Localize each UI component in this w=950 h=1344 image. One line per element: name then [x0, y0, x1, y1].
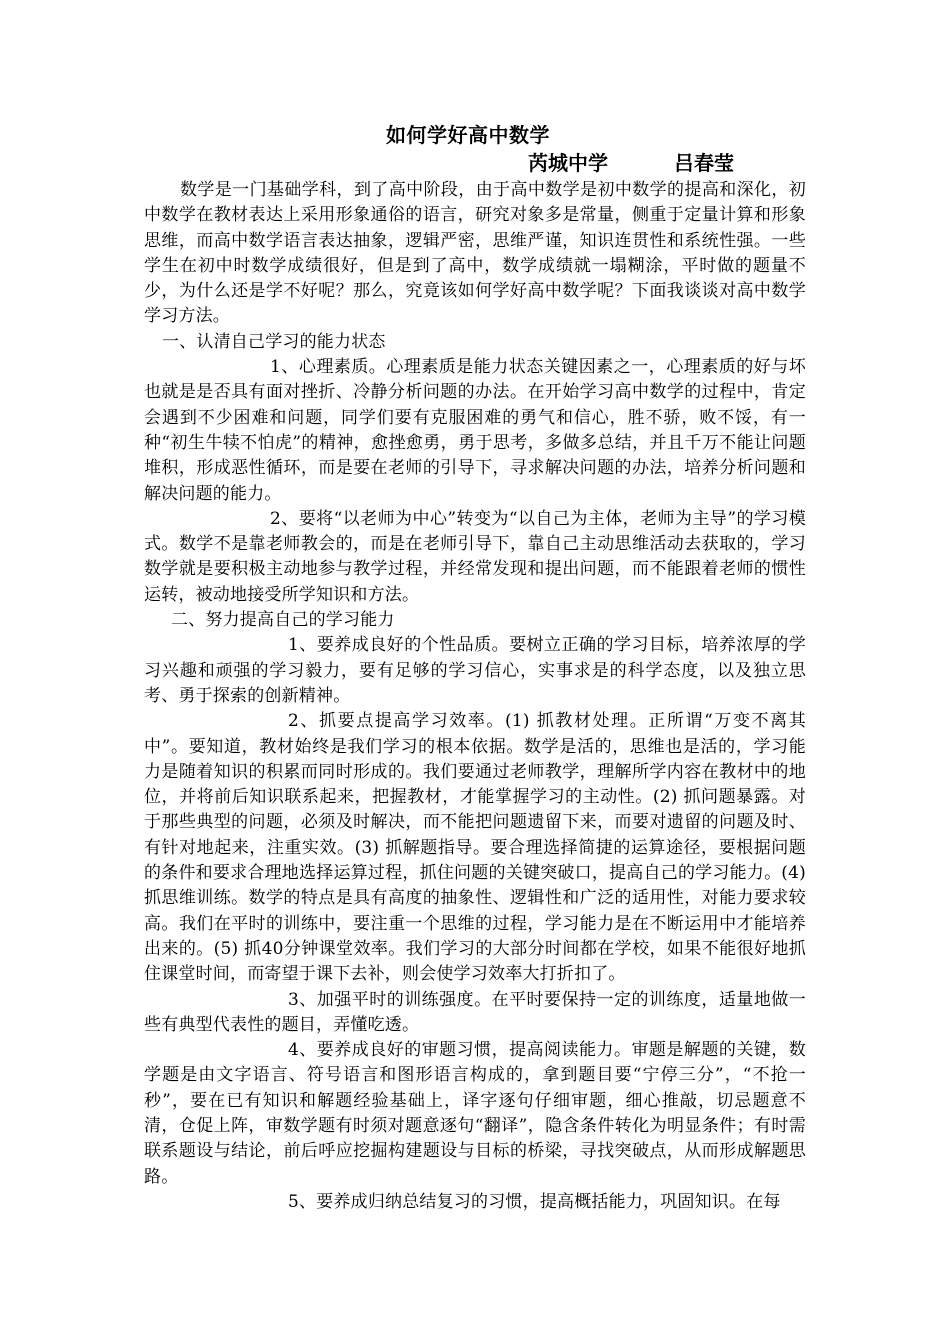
body-paragraph: 4、要养成良好的审题习惯，提高阅读能力。审题是解题的关键，数学题是由文字语言、符号语言和图形语言构成的，拿到题目要“宁停三分”，“不抢一秒”，要在已有知识和解题经验基础上，译字逐句仔细审题，细心推敲，切忌题意不清，仓促上阵，审数学题有时须对题意逐句“翻译”，隐含条件转化为明显条件；有时需联系题设与结论，前后呼应挖掘构建题设与目标的桥梁，寻找突破点，从而形成解题思路。 [144, 1040, 806, 1187]
section-heading-1: 一、认清自己学习的能力状态 [162, 331, 386, 352]
body-paragraph: 5、要养成归纳总结复习的习惯，提高概括能力，巩固知识。在每 [288, 1191, 781, 1212]
intro-paragraph: 数学是一门基础学科，到了高中阶段，由于高中数学是初中数学的提高和深化，初中数学在教材表达上采用形象通俗的语言，研究对象多是常量，侧重于定量计算和形象思维，而高中数学语言表达抽象，逻辑严密，思维严谨，知识连贯性和系统性强。一些学生在初中时数学成绩很好，但是到了高中，数学成绩就一塌糊涂，平时做的题量不少，为什么还是学不好呢？那么，究竟该如何学好高中数学呢？下面我谈谈对高中数学学习方法。 [144, 180, 806, 327]
author-name: 吕春莹 [674, 151, 734, 175]
document-body [144, 178, 806, 1215]
body-paragraph: 2、要将“以老师为中心”转变为“以自己为主体，老师为主导”的学习模式。数学不是靠老师教会的，而是在老师引导下，靠自己主动思维活动去获取的，学习数学就是要积极主动地参与教学过程，并经常发现和提出问题，而不能跟着老师的惯性运转，被动地接受所学知识和方法。 [144, 508, 806, 605]
school-name: 芮城中学 [528, 151, 608, 175]
body-paragraph: 1、要养成良好的个性品质。要树立正确的学习目标，培养浓厚的学习兴趣和顽强的学习毅力，要有足够的学习信心，实事求是的科学态度，以及独立思考、勇于探索的创新精神。 [144, 635, 806, 706]
body-paragraph: 1、心理素质。心理素质是能力状态关键因素之一，心理素质的好与坏也就是是否具有面对挫折、冷静分析问题的办法。在开始学习高中数学的过程中，肯定会遇到不少困难和问题，同学们要有克服困难的勇气和信心，胜不骄，败不馁，有一种“初生牛犊不怕虎”的精神，愈挫愈勇，勇于思考，多做多总结，并且千万不能让问题堆积，形成恶性循环，而是要在老师的引导下，寻求解决问题的办法，培养分析问题和解决问题的能力。 [144, 357, 806, 504]
author-line [528, 148, 734, 178]
body-paragraph: 2、抓要点提高学习效率。(1) 抓教材处理。正所谓“万变不离其中”。要知道，教材始终是我们学习的根本依据。数学是活的，思维也是活的，学习能力是随着知识的积累而同时形成的。我们要通过老师教学，理解所学内容在教材中的地位，并将前后知识联系起来，把握教材，才能掌握学习的主动性。(2) 抓问题暴露。对于那些典型的问题，必须及时解决，而不能把问题遗留下来，而要对遗留的问题及时、有针对地起来，注重实效。(3) 抓解题指导。要合理选择简捷的运算途径，要根据问题的条件和要求合理地选择运算过程，抓住问题的关键突破口，提高自己的学习能力。(4) 抓思维训练。数学的特点是具有高度的抽象性、逻辑性和广泛的适用性，对能力要求较高。我们在平时的训练中，要注重一个思维的过程，学习能力是在不断运用中才能培养出来的。(5) 抓40分钟课堂效率。我们学习的大部分时间都在学校，如果不能很好地抓住课堂时间，而寄望于课下去补，则会使学习效率大打折扣了。 [144, 711, 806, 985]
body-paragraph: 3、加强平时的训练强度。在平时要保持一定的训练度，适量地做一些有典型代表性的题目，弄懂吃透。 [144, 989, 806, 1035]
document-title: 如何学好高中数学 [386, 123, 550, 147]
section-heading-2: 二、努力提高自己的学习能力 [171, 610, 395, 631]
